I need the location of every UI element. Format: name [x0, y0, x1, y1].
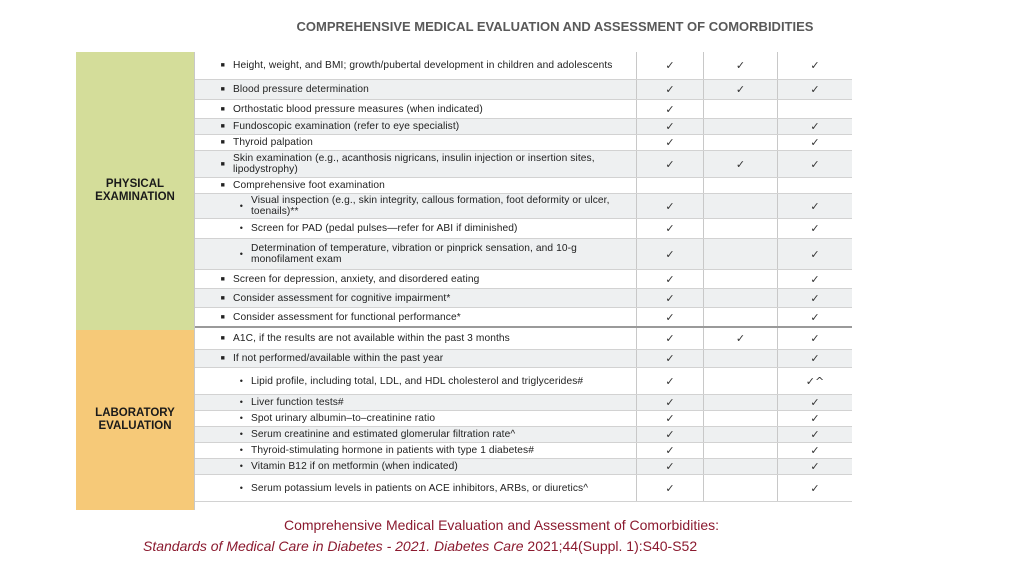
check-cell-2 [703, 289, 777, 307]
table-row [195, 289, 852, 308]
table-row [195, 368, 852, 395]
check-cell-2: ✓ [703, 151, 777, 177]
check-cell-1: ✓ [636, 80, 703, 99]
check-cell-3: ✓ [777, 135, 852, 150]
table-row [195, 443, 852, 459]
check-cell-1: ✓ [636, 52, 703, 79]
check-cell-2: ✓ [703, 52, 777, 79]
bullet-icon: ■ [220, 123, 225, 130]
table-row [195, 328, 852, 350]
table-row [195, 52, 852, 80]
bullet-icon: ■ [220, 294, 225, 302]
category-laboratory-evaluation: LABORATORY EVALUATION [76, 330, 195, 510]
check-cell-3: ✓^ [777, 368, 852, 394]
check-cell-1: ✓ [636, 411, 703, 426]
table-row [195, 395, 852, 411]
check-cell-3: ✓ [777, 119, 852, 134]
row-label: Visual inspection (e.g., skin integrity, callous formation, foot deformity or ulcer, toenails)** [251, 195, 610, 217]
bullet-icon: ■ [220, 355, 225, 362]
bullet-icon: ■ [220, 275, 225, 283]
row-label: Determination of temperature, vibration or pinprick sensation, and 10-g monofilament exam [251, 243, 577, 265]
row-text [195, 459, 636, 474]
table-row [195, 475, 852, 502]
row-text [195, 178, 636, 193]
table-row [195, 194, 852, 219]
check-cell-1: ✓ [636, 194, 703, 218]
table-row [195, 100, 852, 119]
bullet-icon: • [239, 413, 243, 423]
check-cell-2 [703, 219, 777, 238]
check-cell-1: ✓ [636, 395, 703, 410]
check-cell-1: ✓ [636, 239, 703, 269]
bullet-icon: • [239, 482, 243, 493]
check-cell-1: ✓ [636, 135, 703, 150]
check-cell-3: ✓ [777, 194, 852, 218]
check-cell-1: ✓ [636, 368, 703, 394]
check-cell-3: ✓ [777, 80, 852, 99]
row-label: Fundoscopic examination (refer to eye specialist) [233, 121, 460, 132]
row-label: Blood pressure determination [233, 84, 369, 95]
check-cell-1: ✓ [636, 219, 703, 238]
check-cell-3: ✓ [777, 459, 852, 474]
row-text [195, 135, 636, 150]
row-text [195, 151, 636, 177]
slide-title: COMPREHENSIVE MEDICAL EVALUATION AND ASSESSMENT OF COMORBIDITIES [296, 19, 814, 34]
check-cell-3: ✓ [777, 475, 852, 501]
check-cell-1: ✓ [636, 270, 703, 288]
check-cell-2 [703, 119, 777, 134]
row-text [195, 219, 636, 238]
row-text [195, 239, 636, 269]
check-cell-2 [703, 411, 777, 426]
check-cell-3: ✓ [777, 270, 852, 288]
bullet-icon: • [239, 223, 243, 233]
row-label: Screen for depression, anxiety, and disordered eating [233, 273, 480, 285]
row-text [195, 194, 636, 218]
check-cell-2 [703, 178, 777, 193]
check-cell-1: ✓ [636, 350, 703, 367]
check-cell-3: ✓ [777, 52, 852, 79]
check-cell-2 [703, 443, 777, 458]
bullet-icon: • [239, 429, 243, 439]
row-text [195, 443, 636, 458]
table-row [195, 178, 852, 194]
check-cell-3: ✓ [777, 350, 852, 367]
row-label: Consider assessment for functional performance* [233, 311, 461, 323]
check-cell-3: ✓ [777, 328, 852, 349]
table-row [195, 308, 852, 328]
check-cell-2 [703, 270, 777, 288]
bullet-icon: ■ [220, 86, 225, 93]
check-cell-2 [703, 135, 777, 150]
row-text [195, 100, 636, 118]
row-text [195, 411, 636, 426]
row-label: Height, weight, and BMI; growth/pubertal development in children and adolescents [233, 60, 613, 71]
row-label: Serum potassium levels in patients on ACE inhibitors, ARBs, or diuretics^ [251, 482, 589, 494]
row-label: Thyroid-stimulating hormone in patients with type 1 diabetes# [251, 445, 535, 456]
row-text [195, 328, 636, 349]
table-row [195, 239, 852, 270]
bullet-icon: ■ [220, 139, 225, 146]
row-label: Thyroid palpation [233, 137, 313, 148]
check-cell-1: ✓ [636, 459, 703, 474]
check-cell-1: ✓ [636, 328, 703, 349]
row-label: Comprehensive foot examination [233, 180, 385, 191]
check-cell-3 [777, 178, 852, 193]
check-cell-3: ✓ [777, 308, 852, 326]
check-cell-2 [703, 395, 777, 410]
check-cell-1: ✓ [636, 289, 703, 307]
row-label: Spot urinary albumin–to–creatinine ratio [251, 413, 436, 424]
row-label: Screen for PAD (pedal pulses—refer for ABI if diminished) [251, 223, 518, 234]
check-cell-1: ✓ [636, 151, 703, 177]
row-text [195, 119, 636, 134]
bullet-icon: ■ [220, 160, 225, 168]
citation-journal: Standards of Medical Care in Diabetes - 2021. Diabetes Care [143, 538, 524, 554]
bullet-icon: ■ [220, 335, 225, 342]
bullet-icon: • [239, 248, 243, 259]
check-cell-3: ✓ [777, 395, 852, 410]
check-cell-1: ✓ [636, 100, 703, 118]
row-text [195, 80, 636, 99]
check-cell-2: ✓ [703, 80, 777, 99]
row-text [195, 475, 636, 501]
row-text [195, 395, 636, 410]
check-cell-2: ✓ [703, 328, 777, 349]
check-cell-2 [703, 100, 777, 118]
check-cell-2 [703, 350, 777, 367]
table-row [195, 80, 852, 100]
check-cell-3: ✓ [777, 427, 852, 442]
check-cell-2 [703, 427, 777, 442]
citation-reference: 2021;44(Suppl. 1):S40-S52 [523, 538, 698, 554]
row-text [195, 289, 636, 307]
row-label: Vitamin B12 if on metformin (when indicated) [251, 461, 458, 472]
check-cell-3: ✓ [777, 289, 852, 307]
row-label: Liver function tests# [251, 397, 344, 408]
bullet-icon: • [239, 375, 243, 386]
check-cell-2 [703, 308, 777, 326]
check-cell-3: ✓ [777, 219, 852, 238]
row-text [195, 270, 636, 288]
check-cell-2 [703, 194, 777, 218]
check-cell-1: ✓ [636, 475, 703, 501]
check-cell-3: ✓ [777, 151, 852, 177]
row-label: If not performed/available within the past year [233, 353, 444, 364]
table-row [195, 151, 852, 178]
row-text [195, 350, 636, 367]
check-cell-1: ✓ [636, 443, 703, 458]
row-label: Orthostatic blood pressure measures (when indicated) [233, 103, 483, 115]
citation-line-1: Comprehensive Medical Evaluation and Assessment of Comorbidities: [284, 517, 719, 533]
row-label: Serum creatinine and estimated glomerular filtration rate^ [251, 429, 516, 440]
citation-line-2 [143, 535, 697, 557]
check-cell-2 [703, 475, 777, 501]
evaluation-table [76, 52, 852, 510]
check-cell-3: ✓ [777, 443, 852, 458]
row-text [195, 308, 636, 326]
row-label: Consider assessment for cognitive impairment* [233, 292, 451, 304]
check-cell-2 [703, 239, 777, 269]
table-row [195, 219, 852, 239]
table-row [195, 411, 852, 427]
row-label: Skin examination (e.g., acanthosis nigricans, insulin injection or insertion sites, lipodystrophy) [233, 153, 595, 175]
table-row [195, 459, 852, 475]
bullet-icon: • [239, 200, 243, 211]
check-cell-1: ✓ [636, 308, 703, 326]
table-row [195, 135, 852, 151]
check-cell-1: ✓ [636, 119, 703, 134]
check-cell-3: ✓ [777, 239, 852, 269]
row-label: Lipid profile, including total, LDL, and HDL cholesterol and triglycerides# [251, 375, 584, 387]
table-row [195, 270, 852, 289]
row-text [195, 427, 636, 442]
check-cell-2 [703, 368, 777, 394]
check-cell-2 [703, 459, 777, 474]
row-text [195, 52, 636, 79]
bullet-icon: ■ [220, 313, 225, 321]
table-row [195, 350, 852, 368]
category-physical-examination: PHYSICAL EXAMINATION [76, 52, 195, 330]
check-cell-3 [777, 100, 852, 118]
check-cell-1: ✓ [636, 427, 703, 442]
table-row [195, 427, 852, 443]
bullet-icon: • [239, 445, 243, 455]
row-label: A1C, if the results are not available within the past 3 months [233, 333, 510, 344]
bullet-icon: ■ [220, 62, 225, 69]
check-cell-3: ✓ [777, 411, 852, 426]
table-row [195, 119, 852, 135]
bullet-icon: ■ [220, 182, 225, 189]
bullet-icon: ■ [220, 105, 225, 113]
bullet-icon: • [239, 461, 243, 471]
bullet-icon: • [239, 397, 243, 407]
check-cell-1 [636, 178, 703, 193]
row-text [195, 368, 636, 394]
